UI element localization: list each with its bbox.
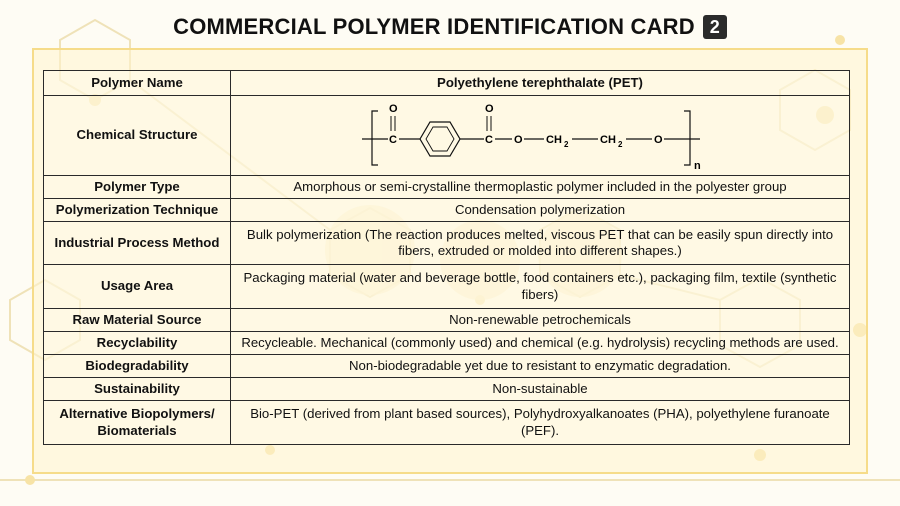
methylene-group: CH <box>546 133 562 146</box>
row-value: Bulk polymerization (The reaction produces melted, viscous PET that can be easily spun directly into fibers, extruded or molded into different shapes.) <box>231 222 850 265</box>
row-value: Non-renewable petrochemicals <box>231 309 850 332</box>
carbon-atom: C <box>389 133 397 146</box>
row-value: Recycleable. Mechanical (commonly used) and chemical (e.g. hydrolysis) recycling methods are used. <box>231 332 850 355</box>
row-label: Industrial Process Method <box>44 222 231 265</box>
row-label: Biodegradability <box>44 355 231 378</box>
oxygen-atom: O <box>654 133 663 146</box>
title-text: COMMERCIAL POLYMER IDENTIFICATION CARD <box>173 14 695 39</box>
left-bracket <box>372 111 378 165</box>
table-row <box>44 401 850 445</box>
row-label: Usage Area <box>44 265 231 309</box>
row-label: Polymer Name <box>44 71 231 96</box>
row-label: Chemical Structure <box>44 96 231 176</box>
row-value: Polyethylene terephthalate (PET) <box>231 71 850 96</box>
card-number-badge: 2 <box>703 15 727 39</box>
row-value: Condensation polymerization <box>231 199 850 222</box>
oxygen-atom: O <box>514 133 523 146</box>
table-row <box>44 309 850 332</box>
table-row <box>44 199 850 222</box>
table-row <box>44 355 850 378</box>
table-row <box>44 265 850 309</box>
pet-structure-diagram <box>360 99 720 173</box>
oxygen-atom: O <box>485 102 494 115</box>
row-label: Sustainability <box>44 378 231 401</box>
table-row <box>44 332 850 355</box>
row-label: Polymer Type <box>44 176 231 199</box>
carbon-atom: C <box>485 133 493 146</box>
chemical-structure-cell <box>231 96 850 176</box>
right-bracket <box>684 111 690 165</box>
table-row <box>44 71 850 96</box>
subscript: 2 <box>618 139 623 149</box>
table-row <box>44 222 850 265</box>
table-row <box>44 378 850 401</box>
repeat-unit-n: n <box>694 159 701 172</box>
row-label: Recyclability <box>44 332 231 355</box>
methylene-group: CH <box>600 133 616 146</box>
row-value: Amorphous or semi-crystalline thermoplastic polymer included in the polyester group <box>231 176 850 199</box>
row-value: Packaging material (water and beverage bottle, food containers etc.), packaging film, textile (synthetic fibers) <box>231 265 850 309</box>
table-row <box>44 176 850 199</box>
oxygen-atom: O <box>389 102 398 115</box>
row-value: Non-sustainable <box>231 378 850 401</box>
row-value: Bio-PET (derived from plant based sources), Polyhydroxyalkanoates (PHA), polyethylene furanoate (PEF). <box>231 401 850 445</box>
row-value: Non-biodegradable yet due to resistant to enzymatic degradation. <box>231 355 850 378</box>
subscript: 2 <box>564 139 569 149</box>
table-row <box>44 96 850 176</box>
polymer-table <box>43 70 850 445</box>
row-label: Alternative Biopolymers/ Biomaterials <box>44 401 231 445</box>
row-label: Raw Material Source <box>44 309 231 332</box>
page-title <box>0 10 900 44</box>
row-label: Polymerization Technique <box>44 199 231 222</box>
